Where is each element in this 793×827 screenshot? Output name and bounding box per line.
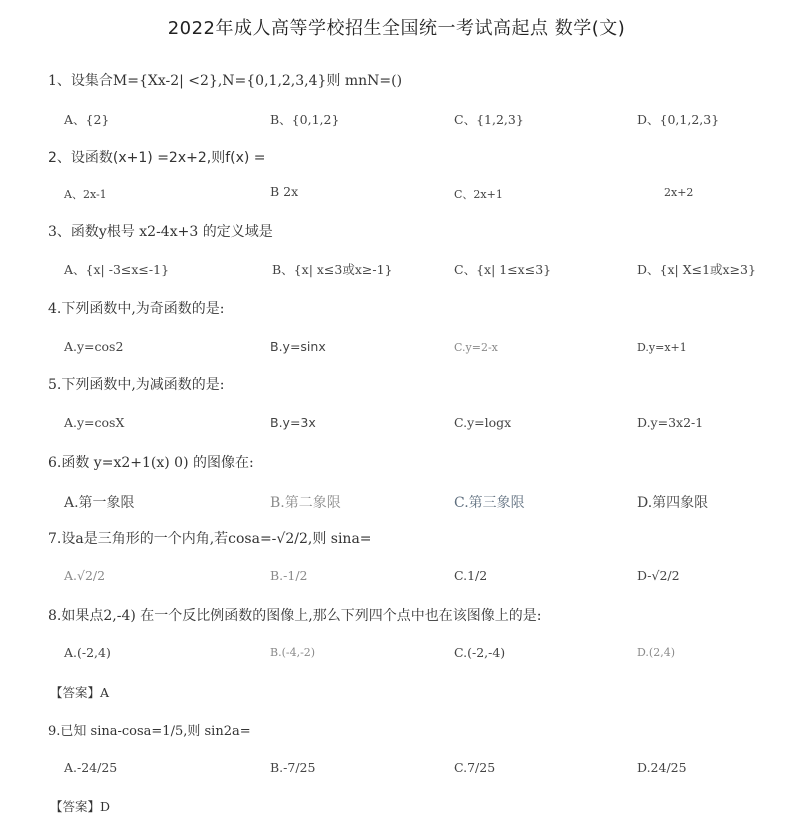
q4-option-c: C.y=2-x <box>454 341 498 354</box>
q7-option-c: C.1/2 <box>454 568 488 583</box>
q7-option-b: B.-1/2 <box>270 568 308 583</box>
question-3: 3、函数y根号 x2-4x+3 的定义域是 <box>48 224 273 240</box>
q6-option-c: C.第三象限 <box>454 495 525 511</box>
q9-option-b: B.-7/25 <box>270 760 316 775</box>
q4-option-a: A.y=cos2 <box>64 339 124 354</box>
q4-option-b: B.y=sinx <box>270 339 326 354</box>
q7-option-d: D-√2/2 <box>637 568 680 583</box>
q6-option-b: B.第二象限 <box>270 495 341 511</box>
question-4: 4.下列函数中,为奇函数的是: <box>48 301 225 317</box>
q9-answer: 【答案】D <box>50 799 111 814</box>
q8-option-a: A.(-2,4) <box>64 645 111 660</box>
q1-option-d: D、{0,1,2,3} <box>637 112 720 127</box>
q5-option-c: C.y=logx <box>454 415 512 430</box>
q7-option-a: A.√2/2 <box>64 568 106 583</box>
q8-option-d: D.(2,4) <box>637 646 676 659</box>
question-5: 5.下列函数中,为减函数的是: <box>48 377 225 393</box>
q6-option-a: A.第一象限 <box>64 495 135 511</box>
question-9: 9.已知 sina-cosa=1/5,则 sin2a= <box>48 724 251 739</box>
document-title: 2022年成人高等学校招生全国统一考试高起点 数学(文) <box>167 18 626 39</box>
q3-option-a: A、{x| -3≤x≤-1} <box>64 262 170 277</box>
q3-option-c: C、{x| 1≤x≤3} <box>454 262 552 277</box>
q2-option-c: C、2x+1 <box>454 188 503 201</box>
question-6: 6.函数 y=x2+1(x) 0) 的图像在: <box>48 455 254 471</box>
question-8: 8.如果点2,-4) 在一个反比例函数的图像上,那么下列四个点中也在该图像上的是: <box>48 608 542 624</box>
q6-option-d: D.第四象限 <box>637 495 709 511</box>
q9-option-d: D.24/25 <box>637 760 687 775</box>
q1-option-a: A、{2} <box>64 112 110 127</box>
q2-option-d: 2x+2 <box>664 186 694 199</box>
question-1: 1、设集合M={Xx-2| <2},N={0,1,2,3,4}则 mnN=() <box>48 73 403 89</box>
q3-option-d: D、{x| X≤1或x≥3} <box>637 262 756 277</box>
q9-option-a: A.-24/25 <box>64 760 118 775</box>
q8-answer: 【答案】A <box>50 685 110 700</box>
q8-option-b: B.(-4,-2) <box>270 646 316 659</box>
q5-option-d: D.y=3x2-1 <box>637 415 704 430</box>
question-2: 2、设函数(x+1) =2x+2,则f(x) = <box>48 150 266 166</box>
q5-option-b: B.y=3x <box>270 415 316 430</box>
q5-option-a: A.y=cosX <box>64 415 125 430</box>
q1-option-b: B、{0,1,2} <box>270 112 340 127</box>
q4-option-d: D.y=x+1 <box>637 341 687 354</box>
q9-option-c: C.7/25 <box>454 760 496 775</box>
q8-option-c: C.(-2,-4) <box>454 645 506 660</box>
q2-option-b: B 2x <box>270 184 299 199</box>
question-7: 7.设a是三角形的一个内角,若cosa=-√2/2,则 sina= <box>48 531 372 547</box>
q2-option-a: A、2x-1 <box>64 188 107 201</box>
q3-option-b: B、{x| x≤3或x≥-1} <box>272 262 393 277</box>
q1-option-c: C、{1,2,3} <box>454 112 524 127</box>
